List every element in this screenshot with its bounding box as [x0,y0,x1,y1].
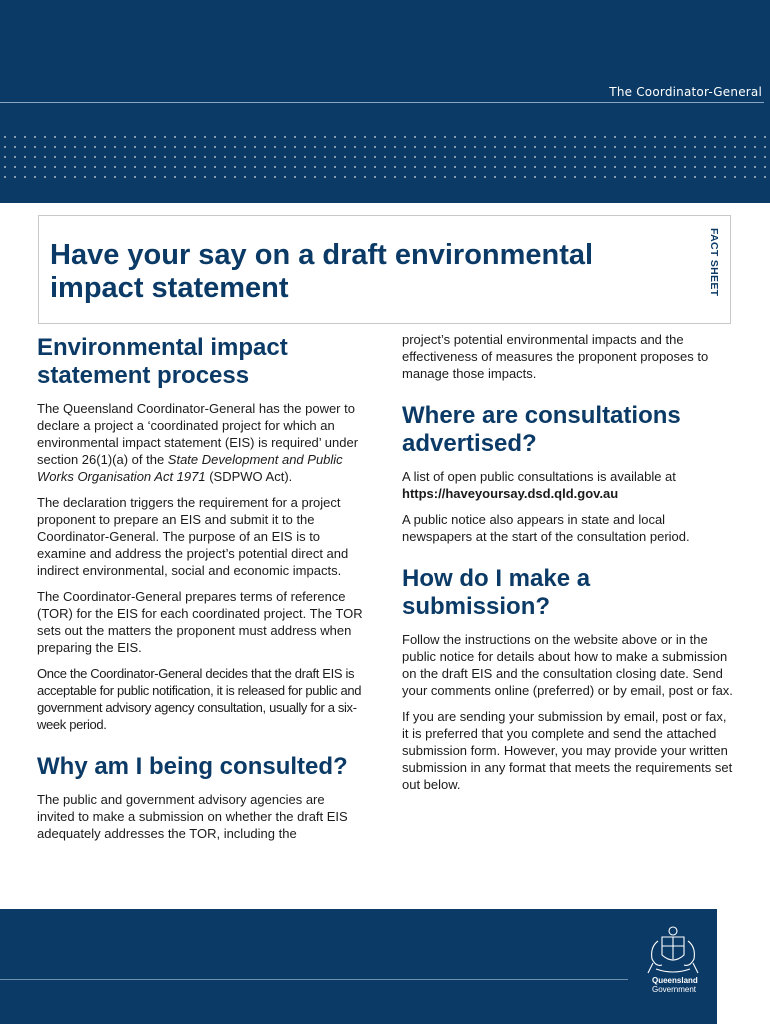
paragraph-why-consulted: The public and government advisory agencies are invited to make a submission on whether the draft EIS adequately addresses the TOR, including the [37,792,348,841]
paragraph-where-list-text: A list of open public consultations is available at [402,469,676,484]
header-divider [0,102,764,103]
heading-eis-process: Environmental impact statement process [37,334,288,389]
act-name: State Development and Public Works Organisation Act 1971 [37,452,343,484]
queensland-government-logo-text [652,976,698,994]
header-org-name: The Coordinator-General [609,85,762,99]
logo-line-1: Queensland [652,976,698,985]
footer-banner [0,909,717,1024]
paragraph-eis-declare-b: (SDPWO Act). [205,469,293,484]
paragraph-eis-triggers: The declaration triggers the requirement for a project proponent to prepare an EIS and submit it to the Coordinator-General. The purpose of an EIS is to examine and address the project’s potential direct and indirect environmental, social and economic impacts. [37,495,349,578]
paragraph-where-notice: A public notice also appears in state and local newspapers at the start of the consultation period. [402,512,690,544]
paragraph-eis-release: Once the Coordinator-General decides that the draft EIS is acceptable for public notification, it is released for public and government advisory agency consultation, usually for a six-week period. [37,666,362,732]
heading-how-submit: How do I make a submission? [402,565,591,620]
header-banner [0,0,770,203]
heading-where-advertised: Where are consultations advertised? [402,402,681,457]
logo-line-2: Government [652,985,697,994]
paragraph-eis-declare-a: The Queensland Coordinator-General has the power to declare a project a ‘coordinated project for which an environmental impact statement (EIS) is required’ under section 26(1)(a) of the [37,401,359,467]
paragraph-how-form: If you are sending your submission by email, post or fax, it is preferred that you complete and send the attached submission form. However, you may provide your written submission in any format that meets the requirements set out below. [402,709,733,792]
right-column [402,331,734,802]
footer-divider [0,979,628,980]
haveyoursay-link[interactable]: https://haveyoursay.dsd.qld.gov.au [402,486,619,501]
paragraph-how-instructions: Follow the instructions on the website above or in the public notice for details about how to make a submission on the draft EIS and the consultation closing date. Send your comments online (preferred) or by email, post or fax. [402,632,733,698]
header-dot-pattern [0,132,770,184]
paragraph-why-consulted-cont: project’s potential environmental impacts and the effectiveness of measures the proponent proposes to manage those impacts. [402,332,709,381]
title-box [38,215,731,324]
queensland-crest-icon [638,923,708,983]
paragraph-where-list [402,468,734,502]
paragraph-eis-declare [37,400,364,485]
fact-sheet-tag: FACT SHEET [708,228,720,297]
paragraph-eis-tor: The Coordinator-General prepares terms of reference (TOR) for the EIS for each coordinated project. The TOR sets out the matters the proponent must address when preparing the EIS. [37,589,363,655]
page-title: Have your say on a draft environmental impact statement [50,239,594,304]
left-column [37,334,364,851]
heading-why-consulted: Why am I being consulted? [37,753,348,780]
